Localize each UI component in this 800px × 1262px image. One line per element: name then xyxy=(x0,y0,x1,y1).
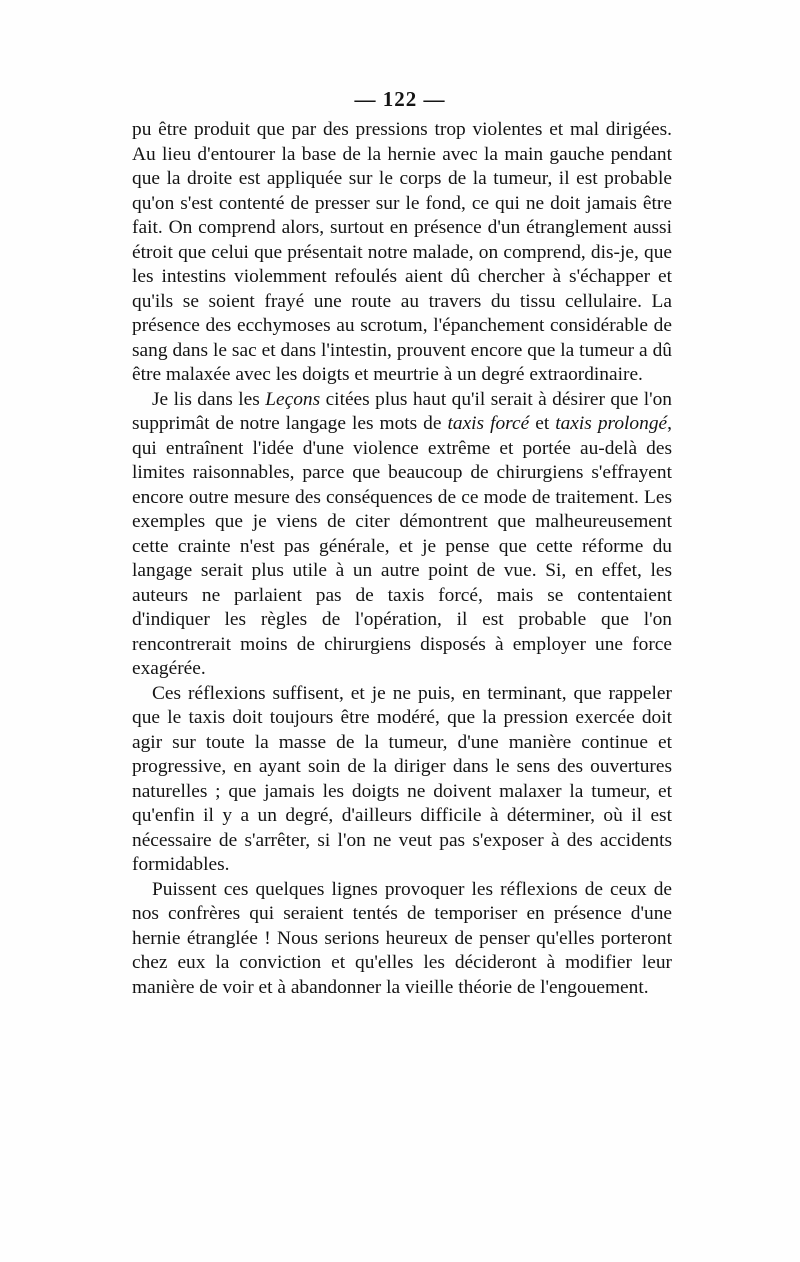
paragraph-text: pu être produit que par des pressions trop violentes et mal dirigées. Au lieu d'entourer la base de la hernie avec la main gauche pendant que la droite est appliquée sur le corps de la tumeur, il est probable qu'on s'est contenté de presser sur le fond, ce qui ne doit jamais être fait. On comprend alors, surtout en présence d'un étranglement aussi étroit que celui que présentait notre malade, on comprend, dis-je, que les intestins violemment refoulés aient dû chercher à s'échapper et qu'ils se soient frayé une route au travers du tissu cellulaire. La présence des ecchymoses au scrotum, l'épanchement considérable de sang dans le sac et dans l'intestin, prouvent encore que la tumeur a dû être malaxée avec les doigts et meurtrie à un degré extraordinaire. xyxy=(132,119,672,385)
italic-term-taxis-force: taxis forcé xyxy=(447,413,530,434)
italic-title-lecons: Leçons xyxy=(265,388,321,410)
paragraph-text: citées plus haut qu'il serait à désirer que l'on supprimât de notre langage les mots de xyxy=(132,388,672,434)
page-number: — 122 — xyxy=(354,87,446,111)
paragraph-4 xyxy=(132,878,672,1001)
paragraph-2 xyxy=(132,388,672,682)
paragraph-text: et xyxy=(529,413,556,434)
paragraph-3 xyxy=(132,682,672,878)
body-text xyxy=(132,118,672,1000)
italic-term-taxis-prolonge: taxis prolongé xyxy=(555,413,668,434)
paragraph-text: , qui entraînent l'idée d'une violence extrême et portée au-delà des limites raisonnables, parce que beaucoup de chirurgiens s'effrayent encore outre mesure des conséquences de ce mode de traitement. Les exemples que je viens de citer démontrent que malheureusement cette crainte n'est pas générale, et je pense que cette réforme du langage serait plus utile à un autre point de vue. Si, en effet, les auteurs ne parlaient pas de taxis forcé, mais se contentaient d'indiquer les règles de l'opération, il est probable que l'on rencontrerait moins de chirurgiens disposés à employer une force exagérée. xyxy=(132,413,672,679)
paragraph-text: Ces réflexions suffisent, et je ne puis, en terminant, que rappeler que le taxis doit toujours être modéré, que la pression exercée doit agir sur toute la masse de la tumeur, d'une manière continue et progressive, en ayant soin de la diriger dans le sens des ouvertures naturelles ; que jamais les doigts ne doivent malaxer la tumeur, et qu'enfin il y a un degré, d'ailleurs difficile à déterminer, où il est nécessaire de s'arrêter, si l'on ne veut pas s'exposer à des accidents formidables. xyxy=(132,682,672,875)
paragraph-text: Puissent ces quelques lignes provoquer les réflexions de ceux de nos confrères qui seraient tentés de temporiser en présence d'une hernie étranglée ! Nous serions heureux de penser qu'elles porteront chez eux la conviction et qu'elles les décideront à modifier leur manière de voir et à abandonner la vieille théorie de l'engouement. xyxy=(132,878,672,998)
paragraph-text: Je lis dans les xyxy=(152,388,266,410)
paragraph-1 xyxy=(132,118,672,388)
